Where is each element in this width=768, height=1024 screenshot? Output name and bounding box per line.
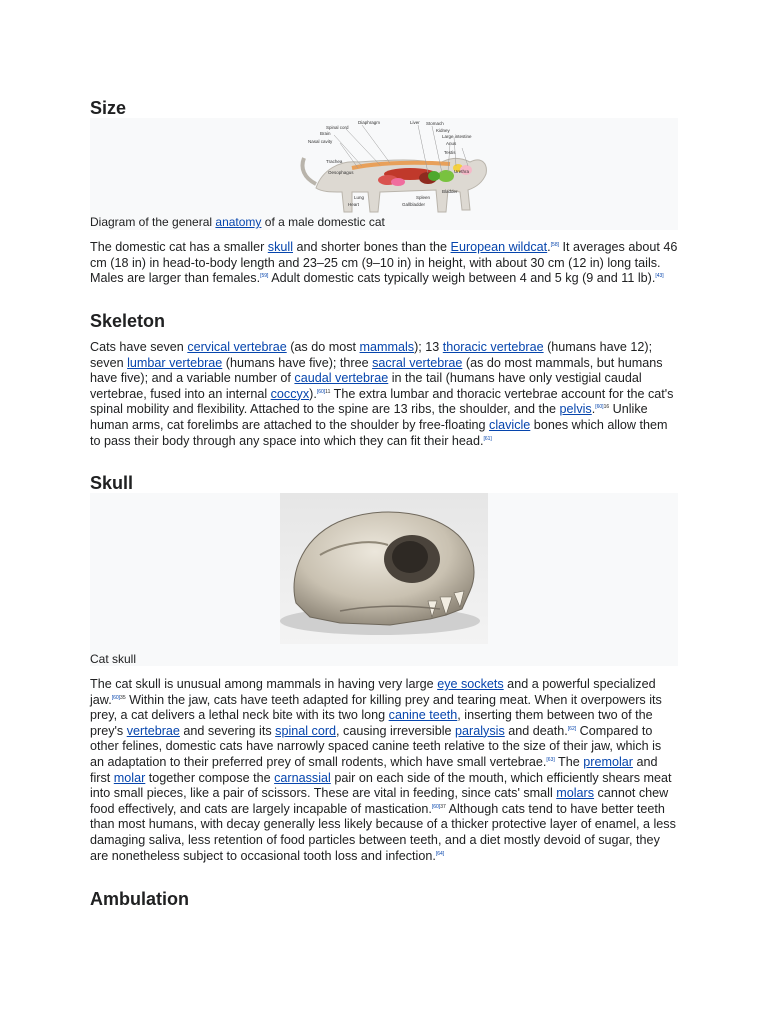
label-lung: Lung [354,195,365,200]
page-number: 35 [120,694,126,701]
citation[interactable]: [60] [111,694,121,701]
label-stomach: Stomach [426,121,444,126]
label-bladder: Bladder [442,189,458,194]
paragraph-size: The domestic cat has a smaller skull and shorter bones than the European wildcat.[58] It averages about 46 cm (18 in) in head-to-body length and 23–25 cm (9–10 in) in height, with about 30 cm (12 in) long tails. Males are larger than females.[59] Adult domestic cats typically weigh between 4 and 5 kg (9 and 11 lb).[43] [90,240,678,286]
link-pelvis[interactable]: pelvis [559,402,592,417]
link-cervical-vertebrae[interactable]: cervical vertebrae [187,340,287,354]
link-skull[interactable]: skull [267,240,293,254]
link-sacral-vertebrae[interactable]: sacral vertebrae [372,355,463,370]
label-nasal-cavity: Nasal cavity [308,139,333,144]
label-liver: Liver [410,120,420,125]
skull-figure [90,493,678,666]
link-caudal-vertebrae[interactable]: caudal vertebrae [294,371,389,386]
link-paralysis[interactable]: paralysis [455,723,505,738]
label-spinal-cord: Spinal cord [326,125,349,130]
link-thoracic-vertebrae[interactable]: thoracic vertebrae [442,340,544,354]
figure-caption: Cat skull [90,652,137,666]
link-coccyx[interactable]: coccyx [270,386,310,401]
label-diaphragm: Diaphragm [358,120,381,125]
link-clavicle[interactable]: clavicle [489,417,531,432]
label-brain: Brain [320,131,331,136]
label-large-intestine: Large intestine [442,134,472,139]
label-gallbladder: Gallbladder [402,202,426,207]
link-spinal-cord[interactable]: spinal cord [275,723,337,738]
heading-skeleton: Skeleton [90,311,166,331]
link-carnassial[interactable]: carnassial [274,770,331,785]
label-spleen: Spleen [416,195,431,200]
link-molar[interactable]: molar [113,770,146,785]
link-anatomy[interactable]: anatomy [215,215,262,229]
heading-ambulation: Ambulation [90,889,189,909]
page-number: 11 [325,388,331,395]
citation[interactable]: [60] [316,388,326,395]
label-testis: Testis [444,150,456,155]
figure-caption: Diagram of the general anatomy of a male domestic cat [90,215,385,229]
label-heart: Heart [348,202,360,207]
label-kidney: Kidney [436,128,450,133]
citation[interactable]: [62] [567,725,577,732]
citation[interactable]: [63] [546,756,555,763]
citation[interactable]: [59] [260,273,269,280]
label-anus: Anus [446,141,457,146]
page-number: 16 [603,404,610,411]
link-mammals[interactable]: mammals [359,340,415,354]
cat-skull-photo[interactable] [90,493,678,645]
anatomy-figure [90,118,678,230]
citation[interactable]: [58] [550,242,560,248]
link-lumbar-vertebrae[interactable]: lumbar vertebrae [127,355,223,370]
link-eye-sockets[interactable]: eye sockets [437,677,504,691]
link-european-wildcat[interactable]: European wildcat [450,240,548,254]
page-number: 37 [440,803,446,810]
citation[interactable]: [64] [435,850,445,857]
citation[interactable]: [60] [431,803,441,810]
citation[interactable]: [61] [483,435,492,442]
link-vertebrae[interactable]: vertebrae [126,723,180,738]
paragraph-skeleton: Cats have seven cervical vertebrae (as do most mammals); 13 thoracic vertebrae (humans have 12); seven lumbar vertebrae (humans have five); three sacral vertebrae (as do most mammals, but humans have five); and a variable number of caudal vertebrae in the tail (humans have only vestigial caudal vertebrae, fused into an internal coccyx).$^{[60]11}$ The extra lumbar and thoracic vertebrae account for the cat's spinal mobility and flexibility. Attached to the spine are 13 ribs, the shoulder, and the pelvis.$^{[60]16}$ Unlike human arms, cat forelimbs are attached to the shoulder by free-floating clavicle bones which allow them to pass their body through any space into which they can fit their head.[61] [90,340,674,448]
label-trachea: Trachea [326,159,343,164]
label-oesophagus: Oesophagus [328,170,354,175]
citation[interactable]: [43] [655,273,664,280]
cat-anatomy-diagram[interactable] [90,118,678,230]
link-molars[interactable]: molars [556,786,595,801]
heading-size: Size [90,98,127,118]
heading-skull: Skull [90,473,134,493]
link-premolar[interactable]: premolar [583,754,633,769]
label-urethra: Urethra [454,169,470,174]
paragraph-skull: The cat skull is unusual among mammals in having very large eye sockets and a powerful specialized jaw.$^{[60]35}$ Within the jaw, cats have teeth adapted for killing prey and tearing meat. When it overpowers its prey, a cat delivers a lethal neck bite with its two long canine teeth, inserting them between two of the prey's vertebrae and severing its spinal cord, causing irreversible paralysis and death.[62] Compared to other felines, domestic cats have narrowly spaced canine teeth relative to the size of their jaw, which is an adaptation to their preferred prey of small rodents, which have small vertebrae.[63] The premolar and first molar together compose the carnassial pair on each side of the mouth, which efficiently shears meat into small pieces, like a pair of scissors. These are vital in feeding, since cats' small molars cannot chew food effectively, and cats are largely incapable of mastication.$^{[60]37}$ Although cats tend to have better teeth than most humans, with decay generally less likely because of a thicker protective layer of enamel, a less damaging saliva, less retention of food particles between teeth, and a diet mostly devoid of sugar, they are nonetheless subject to occasional tooth loss and infection.[64] [90,677,676,863]
link-canine-teeth[interactable]: canine teeth [388,708,458,723]
citation[interactable]: [60] [595,404,604,411]
